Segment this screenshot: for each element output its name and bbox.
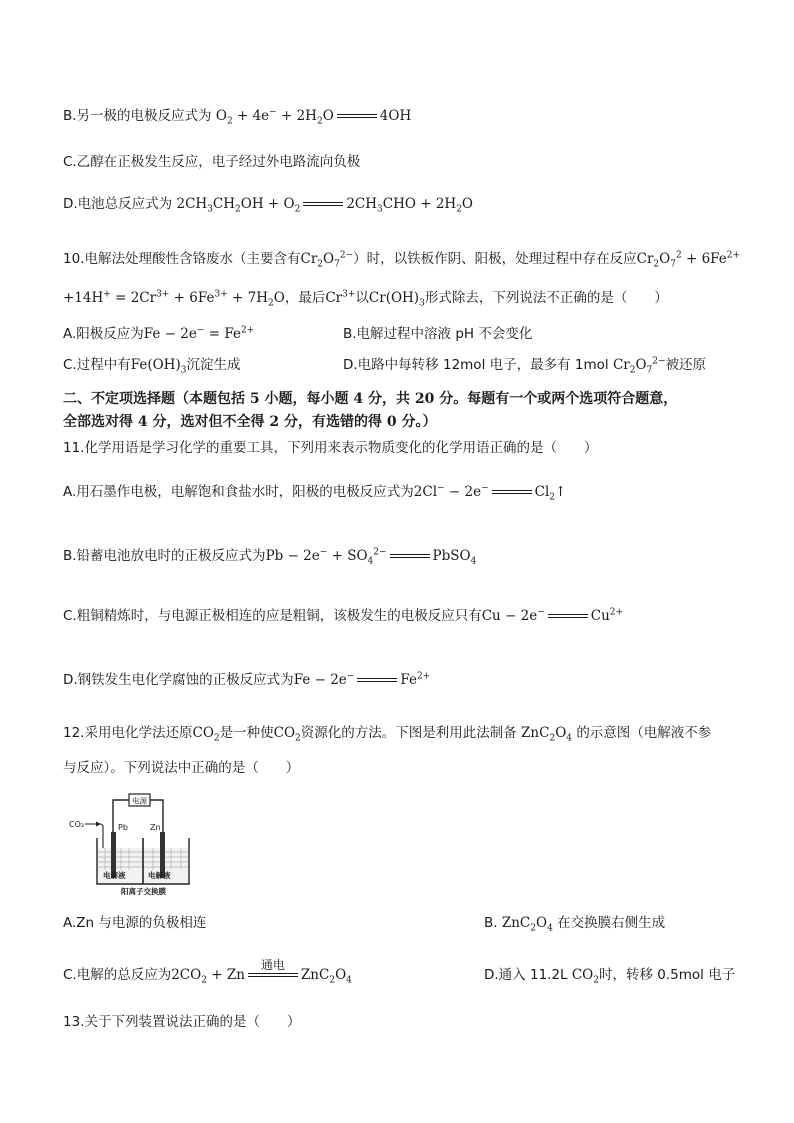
- q12-option-b-text-a: B.: [484, 915, 498, 931]
- electrolysis-condition: 通电: [260, 957, 285, 972]
- electrolysis-cell-diagram: [63, 780, 198, 896]
- q12-option-c-text: C.电解的总反应为: [63, 967, 172, 983]
- q10-stem-b: ）时，以铁板作阴、阳极，处理过程中存在反应: [353, 251, 637, 267]
- q10-option-d-text-a: D.电路中每转移 12mol 电子，最多有 1mol: [343, 357, 609, 373]
- q10-stem-d: 以: [355, 290, 369, 306]
- q10-option-d-text-b: 被还原: [665, 357, 707, 373]
- section2-title-line2: 全部选对得 4 分，选对但不全得 2 分，有选错的得 0 分。）: [63, 414, 437, 430]
- q12-option-d-formula: $CO_2$: [567, 967, 599, 986]
- q12-option-d-text-b: 时，转移 0.5mol 电子: [599, 967, 736, 983]
- q12-option-b-text-b: 在交换膜右侧生成: [557, 915, 666, 931]
- q9-option-d-text: D.电池总反应式为: [63, 196, 173, 212]
- q10-option-d: [343, 355, 706, 375]
- left-solution-label: 电解液: [103, 871, 126, 880]
- q12-stem-line2: 与反应）。下列说法中正确的是（ ）: [63, 760, 300, 776]
- q12-stem-b: 是一种使: [219, 725, 274, 741]
- q10-cr3: $Cr^{3+}$: [325, 289, 356, 306]
- q12-znc2o4-a: $ZnC_2O_4$: [516, 725, 573, 744]
- q11-option-d: [63, 670, 430, 690]
- q12-stem-line1: [63, 723, 711, 743]
- co2-inlet-label: CO₂: [69, 820, 85, 829]
- q10-option-a-equation: $Fe - 2e^- = Fe^{2+}$: [143, 325, 255, 342]
- right-solution-label: 电解液: [148, 871, 171, 880]
- zn-electrode-label: Zn: [150, 823, 161, 832]
- q10-dichromate: $Cr_2O_7^{2-}$: [300, 250, 354, 270]
- q11-stem: 11.化学用语是学习化学的重要工具，下列用来表示物质变化的化学用语正确的是（ ）: [63, 440, 598, 456]
- q12-stem-a: 12.采用电化学法还原: [63, 725, 193, 741]
- q9-option-c: C.乙醇在正极发生反应，电子经过外电路流向负极: [63, 154, 361, 170]
- pb-electrode-label: Pb: [118, 823, 128, 832]
- q10-option-a: [63, 324, 254, 344]
- q12-option-a: A.Zn 与电源的负极相连: [63, 915, 207, 931]
- q10-option-d-formula: $Cr_2O_7^{2-}$: [608, 356, 666, 376]
- q12-option-d-text-a: D.通入 11.2L: [484, 967, 568, 983]
- q10-option-c-formula: $Fe(OH)_3$: [130, 357, 187, 376]
- q11-option-c-equation: Cu − 2e− $Cu^{2+}$: [481, 607, 624, 624]
- q11-option-c: [63, 606, 623, 626]
- q12-option-c-equation: $2CO_2 + Zn$ 通电 $ZnC_2O_4$: [171, 967, 352, 983]
- q11-option-d-text: D.钢铁发生电化学腐蚀的正极反应式为: [63, 672, 294, 688]
- power-source-label: 电源: [132, 796, 147, 806]
- q11-option-d-equation: Fe − 2e− $Fe^{2+}$: [293, 671, 431, 688]
- q11-option-c-text: C.粗铜精炼时，与电源正极相连的应是粗铜，该极发生的电极反应只有: [63, 608, 482, 624]
- section2-title-line1: 二、不定项选择题（本题包括 5 小题，每小题 4 分，共 20 分。每题有一个或两个选项符合题意，: [63, 391, 678, 407]
- q11-option-a: [63, 482, 566, 502]
- q9-option-b-text: B.另一极的电极反应式为: [63, 108, 212, 124]
- q9-option-b-equation: $O_2 + 4e^- + 2H_2O$ 4OH: [215, 107, 412, 127]
- q12-option-b: [484, 913, 665, 933]
- membrane-label: 阳离子交换膜: [121, 887, 166, 896]
- q12-option-d: [484, 965, 735, 985]
- q13-stem: 13.关于下列装置说法正确的是（ ）: [63, 1014, 301, 1030]
- q10-stem-e: 形式除去，下列说法不正确的是（ ）: [424, 290, 668, 306]
- q11-option-a-text: A.用石墨作电极，电解饱和食盐水时，阳极的电极反应式为: [63, 484, 414, 500]
- q10-stem-c: ，最后: [284, 290, 326, 306]
- q10-reaction-part2: $+14H^+ = 2Cr^{3+} + 6Fe^{3+} + 7H_2O$: [63, 289, 285, 309]
- q11-option-a-equation: 2Cl− − 2e− $Cl_2↑$: [413, 483, 567, 503]
- q12-co2-b: $CO_2$: [273, 725, 301, 744]
- q12-stem-d: 的示意图（电解液不参: [576, 725, 712, 741]
- q10-option-c-text-b: 沉淀生成: [186, 357, 241, 373]
- q11-option-b-equation: $Pb - 2e^- + SO_4^{2-}$ PbSO$_4$: [265, 547, 477, 567]
- q10-stem-line2: [63, 288, 668, 308]
- q9-option-d: [63, 194, 473, 214]
- q12-option-b-formula: $ZnC_2O_4$: [497, 915, 553, 934]
- q10-stem-line1: [63, 249, 740, 269]
- q10-option-c-text-a: C.过程中有: [63, 357, 131, 373]
- q10-cr-oh3: $Cr(OH)_3$: [368, 290, 425, 309]
- q9-option-d-equation: $2CH_3CH_2OH + O_2$ $2CH_3CHO + 2H_2O$: [176, 196, 473, 215]
- q10-option-a-text: A.阳极反应为: [63, 326, 144, 342]
- q12-option-c: [63, 957, 352, 986]
- q12-stem-c: 资源化的方法。下图是利用此法制备: [300, 725, 517, 741]
- q9-option-b: [63, 106, 411, 126]
- q10-option-c: [63, 355, 240, 375]
- q10-option-b: B.电解过程中溶液 pH 不会变化: [343, 326, 533, 342]
- q12-co2-a: $CO_2$: [192, 725, 220, 744]
- q10-reaction-part1: $Cr_2O_7^2 + 6Fe^{2+}$: [636, 250, 741, 270]
- q11-option-b: [63, 546, 476, 566]
- q10-stem-a: 10.电解法处理酸性含铬废水（主要含有: [63, 251, 301, 267]
- q11-option-b-text: B.铅蓄电池放电时的正极反应式为: [63, 548, 266, 564]
